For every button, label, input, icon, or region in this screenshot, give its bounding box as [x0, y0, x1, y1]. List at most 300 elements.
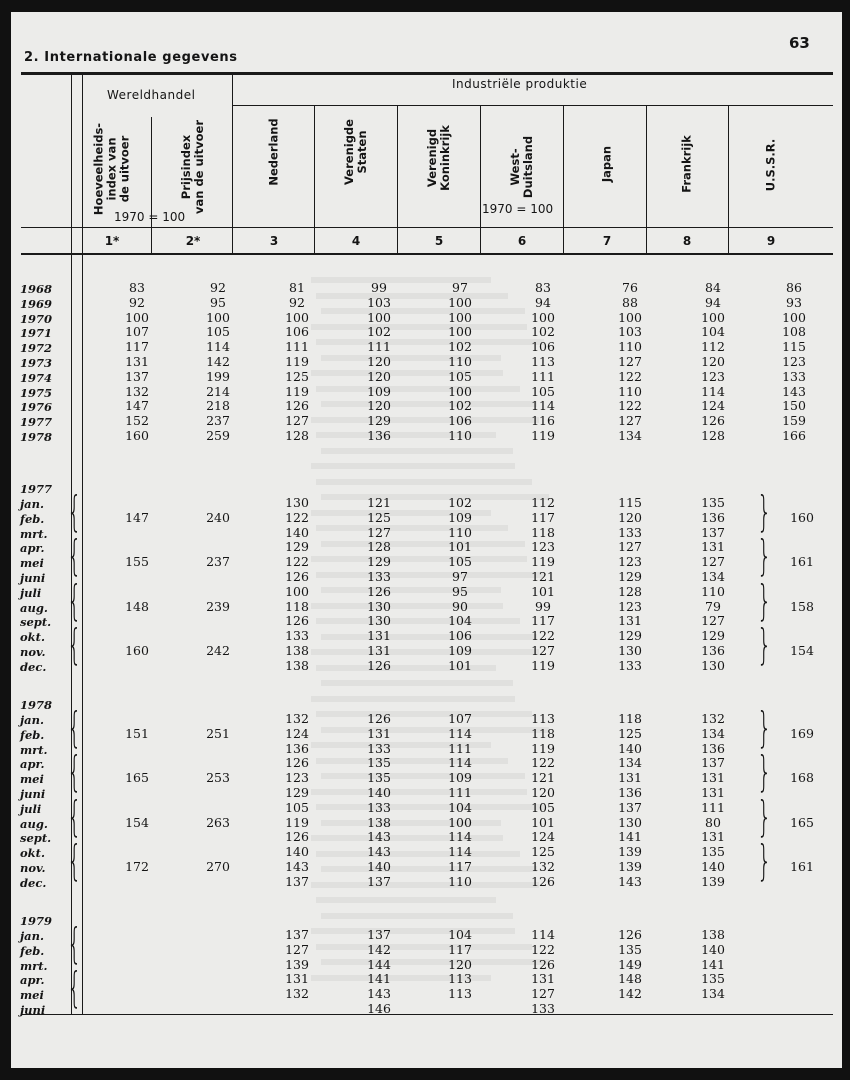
table-cell: 112 [531, 495, 555, 510]
bleed-through-line [321, 587, 501, 593]
left-brace-icon: { [67, 747, 82, 797]
table-cell: 120 [367, 368, 391, 384]
year-label: 1976 [20, 400, 53, 415]
table-cell: 138 [701, 927, 725, 942]
bleed-through-line [316, 804, 544, 810]
bleed-through-line [316, 758, 508, 764]
month-label: mei [20, 556, 44, 571]
table-cell: 131 [367, 725, 391, 741]
table-cell: 114 [448, 755, 472, 771]
table-cell: 143 [367, 844, 391, 860]
left-brace-icon: { [67, 836, 82, 886]
stub-divider-2 [82, 74, 83, 1014]
table-cell: 119 [531, 554, 555, 570]
right-brace-icon: } [757, 836, 772, 886]
table-cell: 133 [367, 569, 391, 584]
month-label: nov. [20, 861, 46, 875]
table-cell: 119 [285, 383, 309, 399]
table-cell: 160 [125, 428, 149, 443]
bleed-through-line [316, 618, 520, 624]
table-cell: 125 [367, 509, 391, 525]
table-cell: 122 [618, 368, 642, 384]
table-cell: 139 [618, 859, 642, 874]
table-cell: 112 [701, 339, 725, 355]
bleed-through-line [316, 479, 532, 485]
bleed-through-line [311, 928, 515, 934]
table-cell: 143 [782, 383, 806, 399]
table-cell: 129 [618, 569, 642, 584]
year-label: 1979 [20, 914, 53, 929]
table-cell: 99 [535, 598, 551, 614]
table-cell: 110 [448, 354, 472, 369]
col-8-label: Frankrijk [679, 135, 694, 193]
left-brace-icon: { [67, 575, 82, 625]
table-cell: 119 [531, 428, 555, 443]
table-cell: 122 [285, 554, 309, 570]
right-brace-icon: } [757, 575, 772, 625]
table-cell: 106 [448, 413, 472, 429]
table-cell: 135 [701, 844, 725, 860]
quarter-cell: 147 [125, 509, 149, 525]
col-divider [646, 106, 647, 255]
column-number-rule-bottom [21, 253, 833, 255]
table-cell: 93 [786, 294, 802, 310]
month-label: mrt. [20, 958, 48, 973]
table-cell: 148 [618, 971, 642, 987]
table-cell: 119 [531, 740, 555, 756]
table-cell: 108 [782, 324, 806, 340]
table-cell: 135 [701, 971, 725, 987]
table-cell: 76 [622, 280, 638, 295]
month-label: jan. [20, 713, 44, 727]
table-cell: 127 [618, 354, 642, 369]
quarter-cell: 161 [790, 554, 814, 570]
table-cell: 110 [701, 583, 725, 599]
table-cell: 152 [125, 413, 149, 429]
table-cell: 133 [285, 628, 309, 644]
table-cell: 100 [448, 309, 472, 325]
table-cell: 117 [531, 613, 555, 629]
group-divider [232, 74, 233, 255]
quarter-cell: 237 [206, 554, 230, 570]
table-cell: 111 [367, 339, 391, 355]
table-cell: 105 [285, 799, 309, 815]
table-cell: 123 [531, 539, 555, 555]
table-cell: 118 [618, 711, 642, 726]
table-cell: 134 [618, 428, 642, 443]
table-cell: 135 [367, 755, 391, 771]
table-cell: 136 [701, 643, 725, 658]
month-label: apr. [20, 757, 45, 772]
table-cell: 109 [448, 509, 472, 525]
table-cell: 137 [701, 755, 725, 771]
table-cell: 218 [206, 398, 230, 414]
table-cell: 79 [705, 598, 721, 614]
table-cell: 131 [367, 643, 391, 658]
table-cell: 127 [618, 413, 642, 429]
bleed-through-line [321, 866, 537, 872]
table-cell: 114 [448, 725, 472, 741]
bleed-through-line [311, 789, 527, 795]
document-page [11, 12, 842, 1068]
table-cell: 110 [448, 524, 472, 540]
table-cell: 131 [125, 354, 149, 369]
quarter-cell: 165 [790, 814, 814, 830]
table-cell: 114 [531, 398, 555, 414]
table-cell: 136 [701, 740, 725, 756]
table-cell: 131 [531, 971, 555, 987]
col-1-label: Hoeveelheids- index van de uitvoer [91, 122, 132, 216]
table-cell: 137 [367, 873, 391, 889]
bleed-through-line [316, 525, 508, 531]
col-1-number: 1* [104, 234, 120, 248]
col-4-label: Verenigde Staten [342, 119, 369, 185]
table-cell: 122 [618, 398, 642, 414]
table-cell: 135 [367, 770, 391, 786]
month-label: mrt. [20, 742, 48, 757]
table-cell: 132 [285, 711, 309, 726]
table-cell: 127 [618, 539, 642, 555]
table-cell: 109 [367, 383, 391, 399]
table-cell: 131 [285, 971, 309, 987]
table-cell: 100 [448, 383, 472, 399]
table-cell: 139 [701, 873, 725, 889]
col-7-label: Japan [599, 145, 614, 183]
table-cell: 114 [206, 339, 230, 355]
table-cell: 100 [448, 294, 472, 310]
table-cell: 237 [206, 413, 230, 429]
table-cell: 126 [531, 956, 555, 972]
page-number: 63 [789, 34, 810, 52]
header-rule [232, 105, 833, 106]
table-cell: 100 [367, 309, 391, 325]
bleed-through-line [311, 649, 539, 655]
table-cell: 130 [367, 613, 391, 629]
table-cell: 100 [701, 309, 725, 325]
table-cell: 137 [367, 927, 391, 942]
year-label: 1978 [20, 430, 53, 444]
col-divider [151, 117, 152, 255]
month-label: feb. [20, 511, 45, 526]
table-cell: 137 [701, 524, 725, 540]
table-cell: 100 [206, 309, 230, 325]
right-brace-icon: } [757, 487, 772, 536]
table-cell: 132 [125, 383, 149, 399]
month-label: aug. [20, 600, 48, 615]
table-cell: 107 [125, 324, 149, 340]
table-cell: 131 [701, 539, 725, 555]
table-cell: 126 [531, 873, 555, 889]
col-9-number: 9 [766, 234, 776, 248]
table-cell: 131 [701, 829, 725, 845]
table-cell: 105 [448, 554, 472, 570]
table-cell: 117 [125, 339, 149, 355]
table-cell: 121 [531, 569, 555, 584]
month-label: juni [20, 1003, 46, 1017]
column-number-rule-top [21, 227, 833, 228]
table-cell: 116 [531, 413, 555, 429]
table-cell: 138 [367, 814, 391, 830]
table-cell: 114 [531, 927, 555, 942]
table-cell: 141 [367, 971, 391, 987]
table-cell: 113 [531, 711, 555, 726]
table-cell: 101 [448, 539, 472, 555]
table-cell: 102 [531, 324, 555, 340]
table-cell: 106 [531, 339, 555, 355]
bleed-through-line [311, 556, 527, 562]
table-cell: 144 [367, 956, 391, 972]
table-cell: 133 [367, 740, 391, 756]
table-cell: 104 [448, 799, 472, 815]
table-cell: 103 [618, 324, 642, 340]
table-cell: 119 [531, 657, 555, 673]
quarter-cell: 154 [790, 643, 814, 658]
table-cell: 104 [448, 613, 472, 629]
table-cell: 92 [289, 294, 305, 310]
table-cell: 117 [448, 859, 472, 874]
table-cell: 105 [531, 799, 555, 815]
table-cell: 138 [285, 657, 309, 673]
table-cell: 100 [448, 324, 472, 340]
table-cell: 130 [618, 643, 642, 658]
table-cell: 106 [285, 324, 309, 340]
quarter-cell: 155 [125, 554, 149, 570]
right-brace-icon: } [757, 791, 772, 841]
table-cell: 133 [367, 799, 391, 815]
col-divider [563, 106, 564, 255]
month-label: apr. [20, 973, 45, 988]
table-cell: 90 [452, 598, 468, 614]
table-cell: 133 [782, 368, 806, 384]
bleed-through-line [311, 835, 503, 841]
quarter-cell: 239 [206, 598, 230, 614]
right-brace-icon: } [757, 531, 772, 581]
table-cell: 130 [618, 814, 642, 830]
table-cell: 138 [285, 643, 309, 658]
table-cell: 100 [531, 309, 555, 325]
table-cell: 125 [285, 368, 309, 384]
col-divider [480, 106, 481, 255]
left-brace-icon: { [67, 963, 82, 1013]
year-label: 1978 [20, 698, 53, 713]
table-cell: 134 [701, 569, 725, 584]
col-divider [397, 106, 398, 255]
month-label: juni [20, 571, 46, 585]
table-cell: 132 [285, 986, 309, 1002]
table-cell: 114 [701, 383, 725, 399]
month-label: nov. [20, 645, 46, 659]
quarter-cell: 253 [206, 770, 230, 786]
bleed-through-line [321, 773, 525, 779]
year-label: 1974 [20, 370, 53, 385]
month-label: juli [20, 585, 42, 600]
bleed-through-line [321, 401, 537, 407]
quarter-cell: 172 [125, 859, 149, 874]
bleed-through-line [311, 417, 539, 423]
table-cell: 143 [285, 859, 309, 874]
table-cell: 118 [531, 524, 555, 540]
quarter-cell: 240 [206, 509, 230, 525]
table-cell: 142 [206, 354, 230, 369]
month-label: mrt. [20, 526, 48, 541]
table-cell: 118 [531, 725, 555, 741]
col-6-label: West- Duitsland [508, 135, 535, 199]
table-cell: 107 [448, 711, 472, 726]
table-cell: 120 [531, 785, 555, 800]
bleed-through-line [321, 541, 525, 547]
table-cell: 106 [448, 628, 472, 644]
col-3-number: 3 [269, 234, 279, 248]
quarter-cell: 158 [790, 598, 814, 614]
table-cell: 100 [782, 309, 806, 325]
bleed-through-line [321, 913, 513, 919]
table-cell: 128 [701, 428, 725, 443]
col-divider [728, 106, 729, 255]
table-cell: 130 [367, 598, 391, 614]
table-cell: 129 [285, 539, 309, 555]
table-cell: 131 [618, 770, 642, 786]
bleed-through-line [321, 727, 549, 733]
table-cell: 100 [448, 814, 472, 830]
table-cell: 141 [701, 956, 725, 972]
table-cell: 104 [448, 927, 472, 942]
month-label: mei [20, 772, 44, 787]
table-cell: 120 [448, 956, 472, 972]
table-cell: 103 [367, 294, 391, 310]
bleed-through-line [316, 897, 496, 903]
table-cell: 81 [289, 280, 305, 295]
table-cell: 111 [531, 368, 555, 384]
table-cell: 124 [531, 829, 555, 845]
table-cell: 113 [448, 971, 472, 987]
left-brace-icon: { [67, 919, 82, 968]
table-cell: 142 [618, 986, 642, 1002]
quarter-cell: 270 [206, 859, 230, 874]
bleed-through-line [321, 494, 549, 500]
left-brace-icon: { [67, 620, 82, 670]
table-cell: 137 [618, 799, 642, 815]
year-label: 1975 [20, 385, 53, 400]
table-cell: 105 [206, 324, 230, 340]
base-year-left: 1970 = 100 [114, 210, 186, 224]
right-brace-icon: } [757, 620, 772, 670]
table-cell: 105 [531, 383, 555, 399]
table-cell: 150 [782, 398, 806, 414]
table-cell: 131 [367, 628, 391, 644]
table-cell: 109 [448, 643, 472, 658]
table-cell: 124 [701, 398, 725, 414]
table-cell: 137 [125, 368, 149, 384]
bleed-through-line [311, 696, 515, 702]
bleed-through-line [311, 463, 515, 469]
table-cell: 122 [531, 941, 555, 957]
month-label: apr. [20, 541, 45, 556]
table-cell: 111 [448, 740, 472, 756]
bleed-through-line [321, 308, 525, 314]
col-6-number: 6 [517, 234, 527, 248]
table-cell: 101 [531, 583, 555, 599]
top-rule-thin [21, 74, 833, 75]
table-cell: 127 [285, 941, 309, 957]
table-cell: 136 [367, 428, 391, 443]
table-cell: 111 [701, 799, 725, 815]
quarter-cell: 161 [790, 859, 814, 874]
table-cell: 118 [285, 598, 309, 614]
table-cell: 100 [125, 309, 149, 325]
table-cell: 140 [701, 859, 725, 874]
table-cell: 128 [618, 583, 642, 599]
table-cell: 140 [618, 740, 642, 756]
table-cell: 94 [705, 294, 721, 310]
table-cell: 140 [285, 844, 309, 860]
quarter-cell: 251 [206, 725, 230, 741]
month-label: okt. [20, 846, 45, 861]
year-label: 1977 [20, 482, 53, 497]
month-label: jan. [20, 929, 44, 943]
table-cell: 130 [285, 495, 309, 510]
col-divider [314, 106, 315, 255]
year-label: 1968 [20, 282, 53, 296]
table-cell: 120 [367, 354, 391, 369]
industriele-produktie-header: Industriële produktie [452, 77, 588, 91]
table-cell: 126 [285, 398, 309, 414]
table-cell: 122 [531, 628, 555, 644]
table-cell: 123 [285, 770, 309, 786]
table-cell: 105 [448, 368, 472, 384]
table-cell: 110 [448, 428, 472, 443]
bleed-through-line [311, 324, 527, 330]
bleed-through-line [311, 603, 503, 609]
table-cell: 143 [367, 986, 391, 1002]
table-cell: 134 [618, 755, 642, 771]
table-cell: 140 [367, 859, 391, 874]
table-cell: 117 [531, 509, 555, 525]
table-cell: 126 [285, 569, 309, 584]
table-cell: 100 [618, 309, 642, 325]
table-cell: 136 [618, 785, 642, 800]
quarter-cell: 168 [790, 770, 814, 786]
quarter-cell: 263 [206, 814, 230, 830]
table-cell: 128 [285, 428, 309, 443]
table-cell: 100 [285, 583, 309, 599]
table-cell: 114 [448, 829, 472, 845]
left-brace-icon: { [67, 531, 82, 581]
table-cell: 149 [618, 956, 642, 972]
table-cell: 83 [129, 280, 145, 295]
table-cell: 126 [618, 927, 642, 942]
month-label: okt. [20, 630, 45, 645]
bleed-through-line [316, 293, 508, 299]
quarter-cell: 154 [125, 814, 149, 830]
table-cell: 133 [618, 657, 642, 673]
table-cell: 137 [285, 873, 309, 889]
table-cell: 129 [367, 413, 391, 429]
table-cell: 127 [701, 613, 725, 629]
col-5-label: Verenigd Koninkrijk [425, 125, 452, 191]
table-cell: 135 [701, 495, 725, 510]
col-2-number: 2* [185, 234, 201, 248]
table-cell: 133 [531, 1001, 555, 1016]
table-cell: 129 [618, 628, 642, 644]
year-label: 1971 [20, 326, 53, 341]
table-cell: 102 [448, 495, 472, 510]
left-brace-icon: { [67, 487, 82, 536]
col-7-number: 7 [602, 234, 612, 248]
table-cell: 121 [531, 770, 555, 786]
quarter-cell: 165 [125, 770, 149, 786]
table-cell: 120 [618, 509, 642, 525]
table-cell: 128 [367, 539, 391, 555]
